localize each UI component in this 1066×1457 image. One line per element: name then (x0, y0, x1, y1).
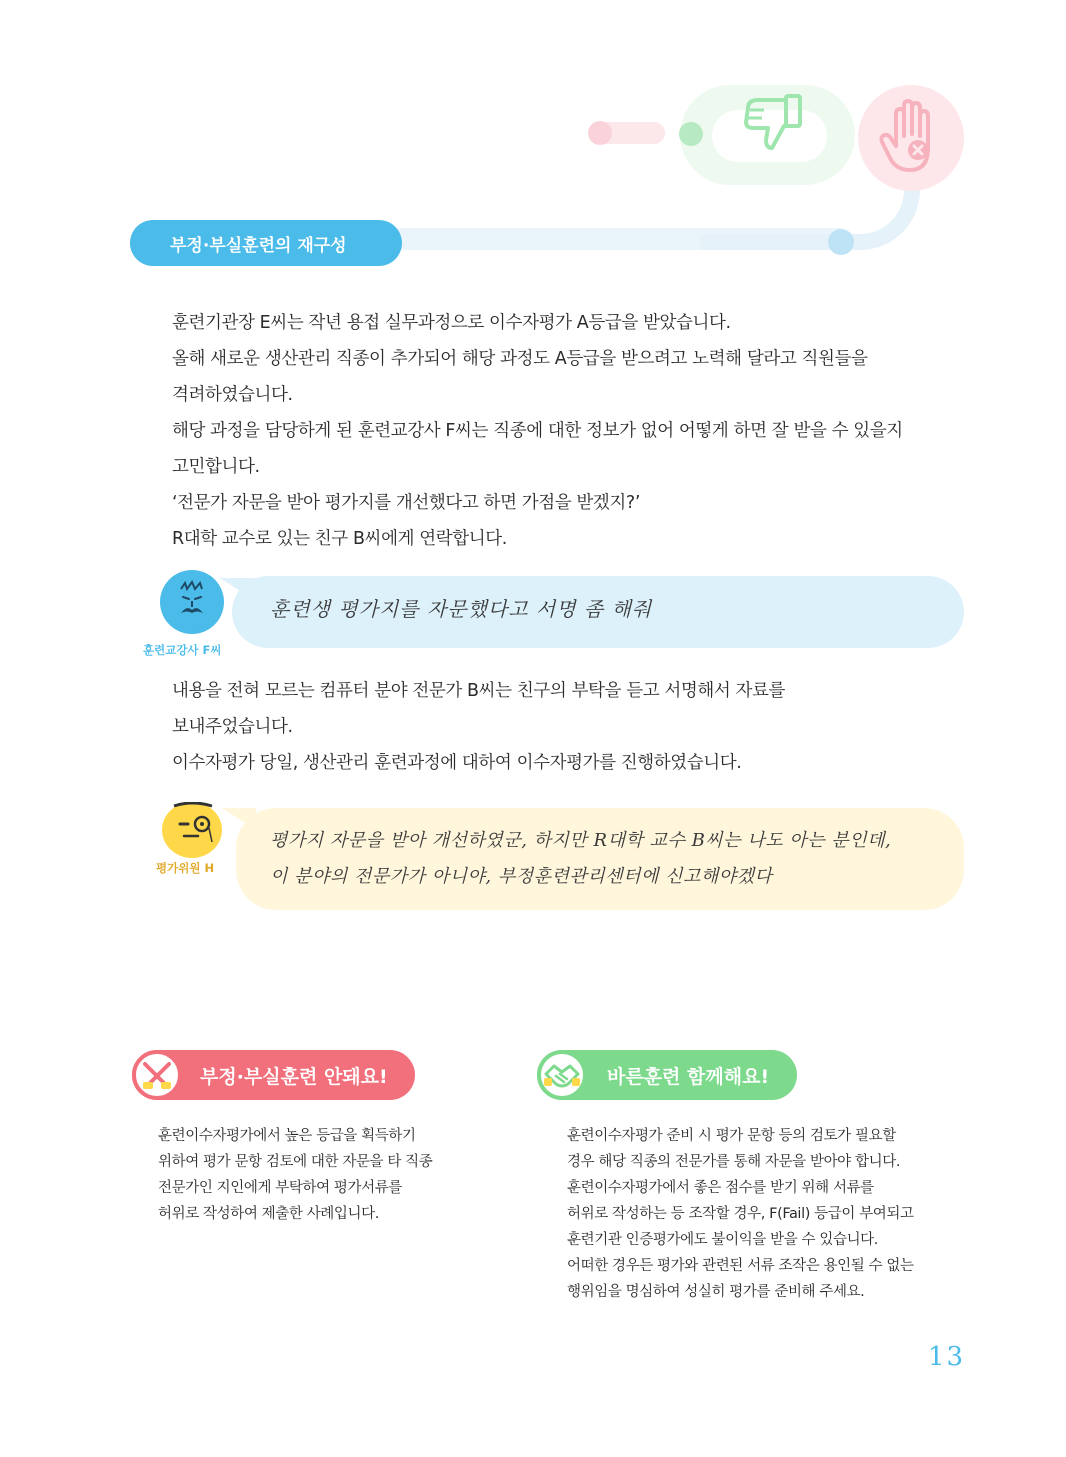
story-line: 이수자평가 당일, 생산관리 훈련과정에 대하여 이수자평가를 진행하였습니다. (172, 753, 742, 773)
story-paragraph-2 (172, 673, 972, 781)
good-example-line: 훈련기관 인증평가에도 불이익을 받을 수 있습니다. (567, 1232, 879, 1248)
good-example-line: 어떠한 경우든 평가와 관련된 서류 조작은 용인될 수 없는 (567, 1258, 914, 1274)
story-line: 해당 과정을 담당하게 된 훈련교강사 F씨는 직종에 대한 정보가 없어 어떻게 하면 잘 받을 수 있을지 (172, 421, 903, 441)
story-paragraph-1 (172, 305, 972, 557)
decor-dot-pink (588, 121, 612, 145)
decor-dot-green (679, 122, 703, 146)
stop-hand-icon (878, 98, 948, 182)
good-example-line: 경우 해당 직종의 전문가를 통해 자문을 받아야 합니다. (567, 1154, 901, 1170)
speech-bubble-evaluator (236, 808, 964, 910)
speaker-label-instructor: 훈련교강사 F씨 (143, 643, 222, 657)
story-line: 훈련기관장 E씨는 작년 용접 실무과정으로 이수자평가 A등급을 받았습니다. (172, 313, 731, 333)
page-number: 13 (928, 1342, 966, 1372)
evaluator-face-icon (164, 802, 220, 858)
speaker-label-evaluator: 평가위원 H (156, 861, 215, 875)
good-example-text (567, 1123, 914, 1305)
instructor-face-icon (167, 577, 217, 627)
handshake-icon (537, 1050, 587, 1100)
good-example-line: 훈련이수자평가에서 좋은 점수를 받기 위해 서류를 (567, 1180, 874, 1196)
story-line: ‘전문가 자문을 받아 평가지를 개선했다고 하면 가점을 받겠지?’ (172, 493, 640, 513)
bubble-text-instructor: 훈련생 평가지를 자문했다고 서명 좀 해줘 (270, 597, 653, 621)
good-example-line: 행위임을 명심하여 성실히 평가를 준비해 주세요. (567, 1284, 865, 1300)
bad-example-line: 허위로 작성하여 제출한 사례입니다. (158, 1206, 379, 1222)
bad-example-title-pill (132, 1050, 415, 1100)
bad-example-line: 전문가인 지인에게 부탁하여 평가서류를 (158, 1180, 402, 1196)
bubble-text-evaluator-line: 이 분야의 전문가가 아니야, 부정훈련관리센터에 신고해야겠다 (270, 866, 773, 887)
story-line: R대학 교수로 있는 친구 B씨에게 연락합니다. (172, 529, 507, 549)
bad-example-title: 부정·부실훈련 안돼요! (200, 1065, 388, 1088)
crossed-hands-icon (132, 1050, 182, 1100)
thumbs-down-icon (740, 92, 806, 156)
good-example-line: 훈련이수자평가 준비 시 평가 문항 등의 검토가 필요할 (567, 1128, 896, 1144)
bad-example-line: 훈련이수자평가에서 높은 등급을 획득하기 (158, 1128, 416, 1144)
avatar-evaluator (162, 802, 222, 858)
avatar-instructor (160, 570, 224, 634)
story-line: 격려하였습니다. (172, 385, 293, 405)
section-title: 부정·부실훈련의 재구성 (130, 220, 402, 266)
story-line: 보내주었습니다. (172, 717, 293, 737)
story-line: 올해 새로운 생산관리 직종이 추가되어 해당 과정도 A등급을 받으려고 노력해 달라고 직원들을 (172, 349, 868, 369)
story-line: 고민합니다. (172, 457, 260, 477)
bad-example-text (158, 1123, 432, 1227)
good-example-title: 바른훈련 함께해요! (607, 1065, 770, 1088)
bubble-text-evaluator-line: 평가지 자문을 받아 개선하였군, 하지만 R대학 교수 B씨는 나도 아는 분인데, (270, 830, 892, 851)
story-line: 내용을 전혀 모르는 컴퓨터 분야 전문가 B씨는 친구의 부탁을 듣고 서명해서 자료를 (172, 681, 786, 701)
bad-example-line: 위하여 평가 문항 검토에 대한 자문을 타 직종 (158, 1154, 433, 1170)
good-example-line: 허위로 작성하는 등 조작할 경우, F(Fail) 등급이 부여되고 (567, 1206, 914, 1222)
decor-dot-blue (828, 229, 854, 255)
good-example-title-pill (537, 1050, 797, 1100)
